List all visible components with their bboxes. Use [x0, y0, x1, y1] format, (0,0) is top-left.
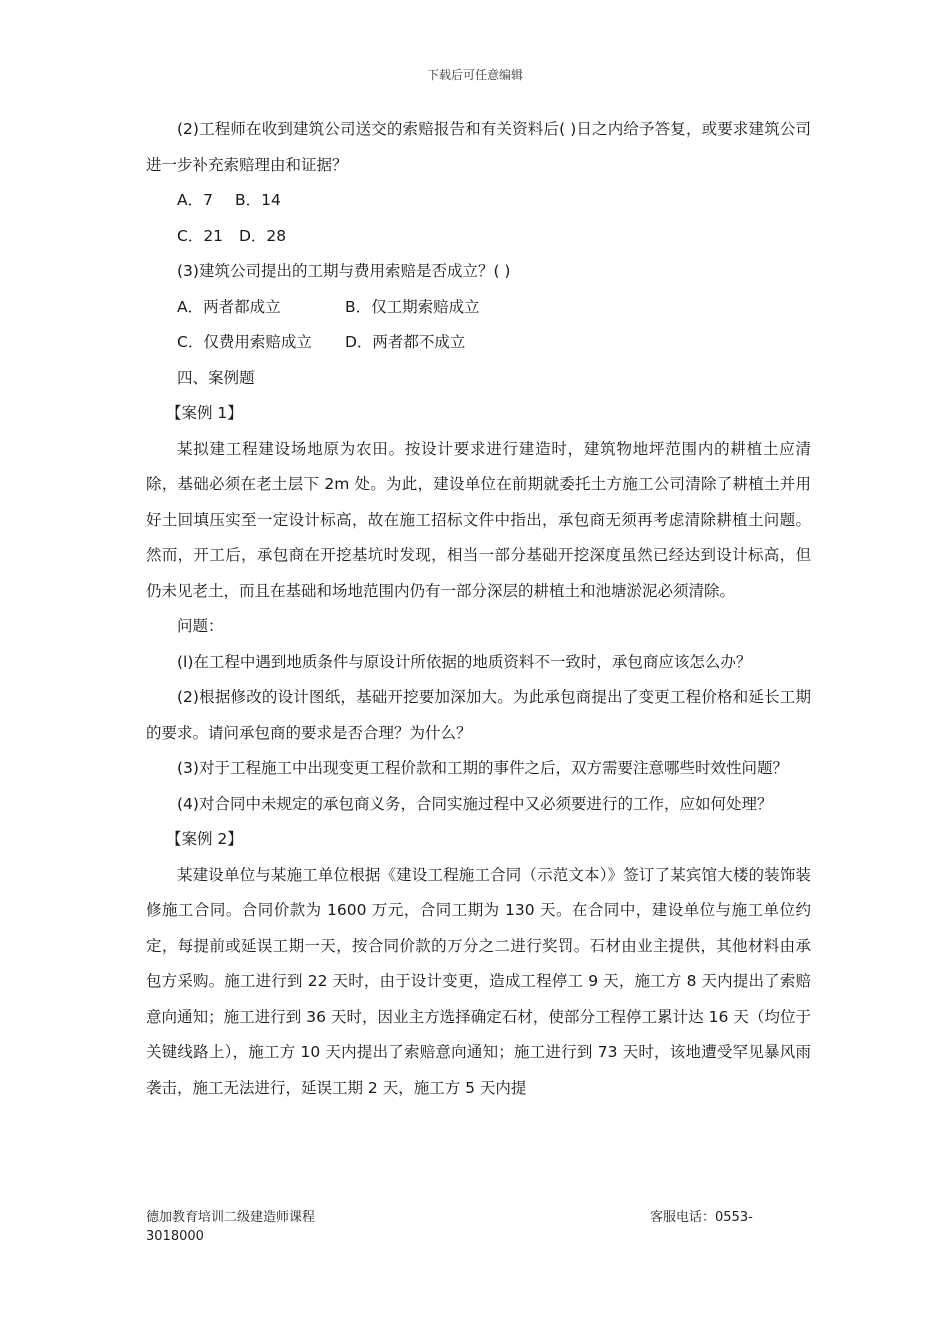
question-3-options-row-2 [146, 325, 811, 361]
option-d: D．两者都不成立 [345, 333, 466, 351]
case-2-title: 【案例 2】 [166, 830, 243, 848]
section-title: 四、案例题 [177, 368, 255, 387]
footer-phone: 客服电话：0553- [650, 1210, 753, 1225]
case-1-title: 【案例 1】 [166, 404, 243, 422]
option-d: D．28 [239, 226, 287, 245]
page-header: 下载后可任意编辑 [426, 68, 523, 82]
option-a: A．两者都成立 [177, 297, 281, 316]
case-1-question-3: (3)对于工程施工中出现变更工程价款和工期的事件之后，双方需要注意哪些时效性问题？ [177, 759, 788, 777]
case-1-question-4: (4)对合同中未规定的承包商义务，合同实施过程中又必须要进行的工作，应如何处理？ [177, 794, 773, 813]
case-1-body: 某拟建工程建设场地原为农田。按设计要求进行建造时，建筑物地坪范围内的耕植土应清除，基础必须在老土层下 2m 处。为此，建设单位在前期就委托土方施工公司清除了耕植土并用好土回填压实至一定设计标高，故在施工招标文件中指出，承包商无须再考虑清除耕植土问题。然而，开工后，承包商在开挖基坑时发现，相当一部分基础开挖深度虽然已经达到设计标高，但仍未见老土，而且在基础和场地范围内仍有一部分深层的耕植土和池塘淤泥必须清除。 [146, 439, 811, 600]
document-body [146, 112, 811, 1106]
case-2-body: 某建设单位与某施工单位根据《建设工程施工合同（示范文本）》签订了某宾馆大楼的装饰装修施工合同。合同价款为 1600 万元，合同工期为 130 天。在合同中，建设单位与施工单位约定，每提前或延误工期一天，按合同价款的万分之二进行奖罚。石材由业主提供，其他材料由承包方采购。施工进行到 22 天时，由于设计变更，造成工程停工 9 天，施工方 8 天内提出了索赔意向通知；施工进行到 36 天时，因业主方选择确定石材，使部分工程停工累计达 16 天（均位于关键线路上），施工方 10 天内提出了索赔意向通知；施工进行到 73 天时，该地遭受罕见暴风雨袭击，施工无法进行，延误工期 2 天，施工方 5 天内提 [146, 865, 811, 1097]
option-b: B．仅工期索赔成立 [345, 297, 480, 316]
option-a: A．7 [177, 191, 213, 209]
option-b: B．14 [235, 191, 281, 209]
case-1-questions-label: 问题： [177, 617, 224, 635]
question-3-stem: (3)建筑公司提出的工期与费用索赔是否成立？( ) [177, 262, 511, 280]
footer-course-name: 德加教育培训二级建造师课程 [146, 1210, 316, 1225]
case-1-question-2: (2)根据修改的设计图纸，基础开挖要加深加大。为此承包商提出了变更工程价格和延长工期的要求。请问承包商的要求是否合理？为什么？ [146, 688, 811, 742]
option-c: C．21 [177, 226, 224, 245]
question-3-options-row-1 [146, 290, 811, 326]
question-2-options-row-2 [146, 219, 811, 255]
question-2-stem: (2)工程师在收到建筑公司送交的索赔报告和有关资料后( )日之内给予答复，或要求建筑公司进一步补充索赔理由和证据？ [146, 120, 811, 174]
case-1-question-1: (l)在工程中遇到地质条件与原设计所依据的地质资料不一致时，承包商应该怎么办？ [177, 652, 752, 671]
option-c: C．仅费用索赔成立 [177, 333, 312, 351]
question-2-options-row-1 [146, 183, 811, 219]
footer-phone-continued: 3018000 [146, 1229, 204, 1244]
